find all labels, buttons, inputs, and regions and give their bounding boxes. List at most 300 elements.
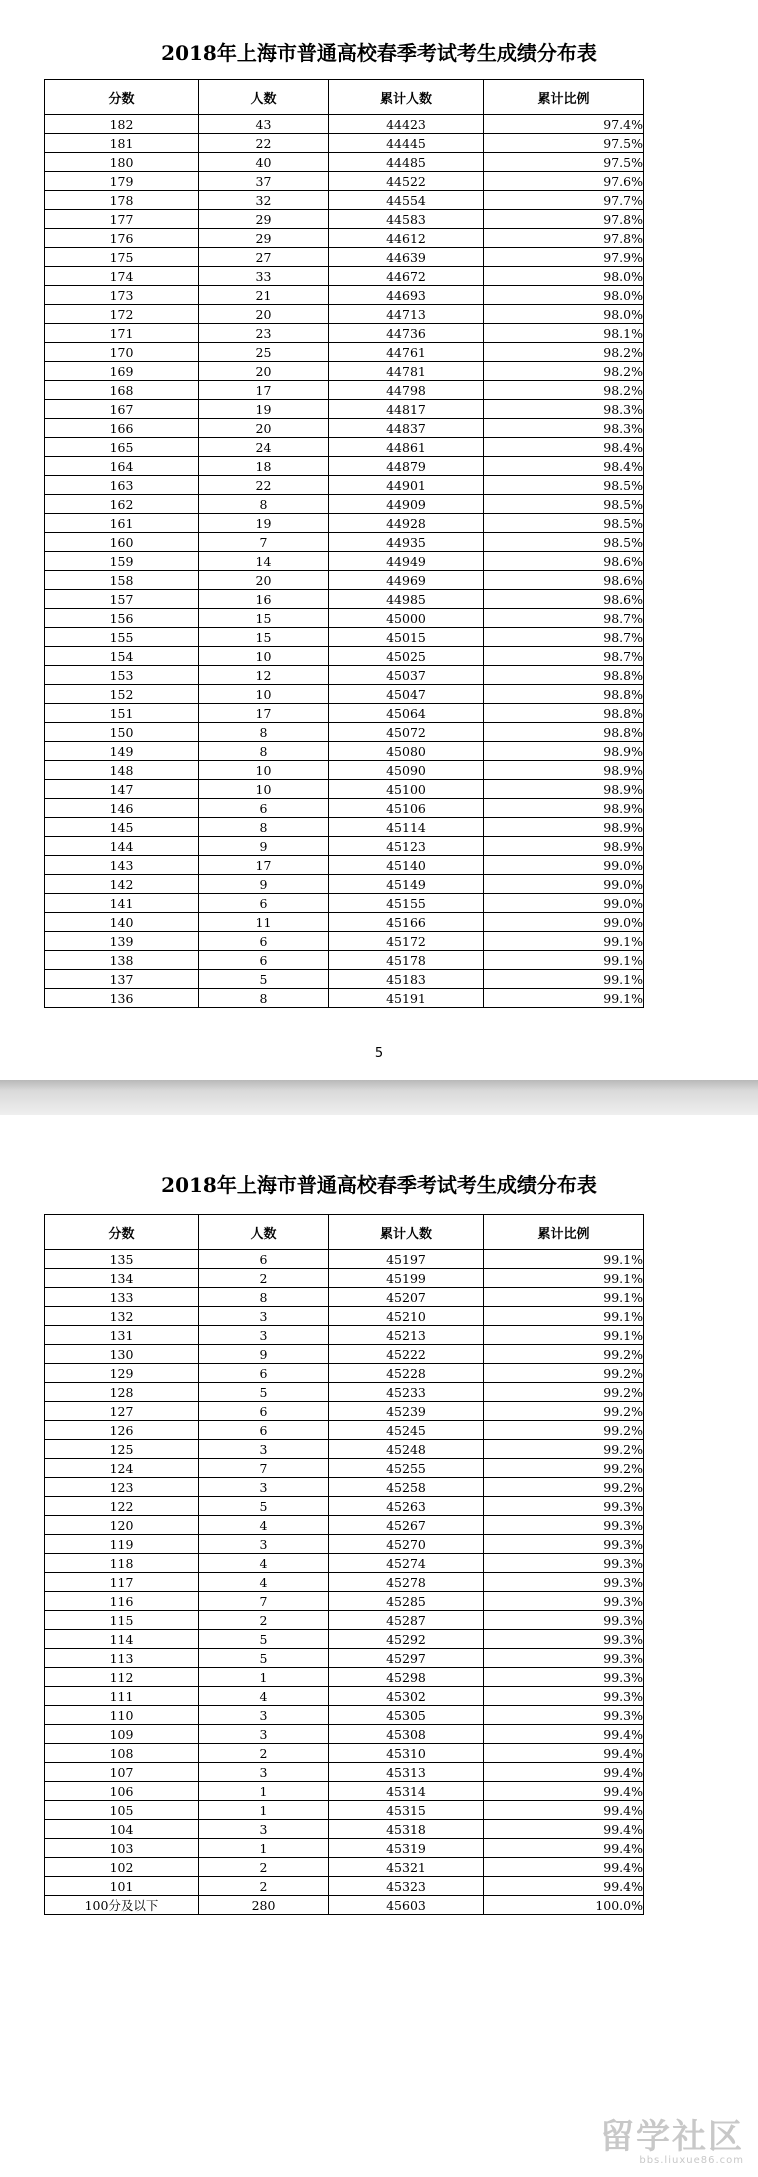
cell-cumulative-count: 45292 <box>329 1630 484 1649</box>
cell-score: 125 <box>45 1440 199 1459</box>
cell-cumulative-count: 45123 <box>329 837 484 856</box>
cell-score: 139 <box>45 932 199 951</box>
cell-cumulative-count: 44445 <box>329 134 484 153</box>
cell-cumulative-ratio: 98.1% <box>484 324 644 343</box>
cell-cumulative-ratio: 99.1% <box>484 951 644 970</box>
cell-cumulative-count: 44901 <box>329 476 484 495</box>
cell-count: 2 <box>199 1858 329 1877</box>
table-row <box>45 856 644 875</box>
cell-cumulative-ratio: 99.4% <box>484 1801 644 1820</box>
cell-cumulative-count: 45106 <box>329 799 484 818</box>
cell-cumulative-count: 45178 <box>329 951 484 970</box>
cell-cumulative-count: 45233 <box>329 1383 484 1402</box>
cell-score: 180 <box>45 153 199 172</box>
table-row <box>45 571 644 590</box>
cell-cumulative-ratio: 99.2% <box>484 1478 644 1497</box>
header-cumulative-ratio: 累计比例 <box>484 80 644 115</box>
score-distribution-table <box>44 1214 644 1915</box>
cell-cumulative-count: 44583 <box>329 210 484 229</box>
cell-score: 154 <box>45 647 199 666</box>
cell-count: 3 <box>199 1535 329 1554</box>
page-title: 2018年上海市普通高校春季考试考生成绩分布表 <box>161 41 597 65</box>
cell-cumulative-ratio: 99.2% <box>484 1440 644 1459</box>
table-row <box>45 1307 644 1326</box>
table-row <box>45 248 644 267</box>
cell-cumulative-ratio: 99.3% <box>484 1630 644 1649</box>
cell-count: 14 <box>199 552 329 571</box>
cell-cumulative-count: 45228 <box>329 1364 484 1383</box>
cell-count: 4 <box>199 1687 329 1706</box>
table-row <box>45 400 644 419</box>
cell-cumulative-ratio: 97.5% <box>484 153 644 172</box>
cell-count: 7 <box>199 533 329 552</box>
cell-cumulative-ratio: 98.9% <box>484 837 644 856</box>
watermark-url: bbs.liuxue86.com <box>639 2155 744 2166</box>
table-row <box>45 362 644 381</box>
cell-cumulative-count: 44817 <box>329 400 484 419</box>
cell-count: 15 <box>199 628 329 647</box>
cell-cumulative-ratio: 99.4% <box>484 1877 644 1896</box>
page-separator <box>0 1080 758 1115</box>
cell-cumulative-count: 45287 <box>329 1611 484 1630</box>
cell-score: 120 <box>45 1516 199 1535</box>
cell-cumulative-ratio: 99.2% <box>484 1383 644 1402</box>
cell-cumulative-ratio: 99.3% <box>484 1611 644 1630</box>
cell-cumulative-count: 45297 <box>329 1649 484 1668</box>
cell-cumulative-ratio: 99.3% <box>484 1535 644 1554</box>
cell-cumulative-count: 45305 <box>329 1706 484 1725</box>
cell-score: 104 <box>45 1820 199 1839</box>
cell-cumulative-ratio: 99.4% <box>484 1820 644 1839</box>
cell-score: 164 <box>45 457 199 476</box>
cell-cumulative-count: 44781 <box>329 362 484 381</box>
cell-count: 10 <box>199 647 329 666</box>
cell-count: 5 <box>199 1649 329 1668</box>
cell-score: 174 <box>45 267 199 286</box>
cell-cumulative-ratio: 99.4% <box>484 1839 644 1858</box>
cell-score: 169 <box>45 362 199 381</box>
cell-cumulative-count: 45258 <box>329 1478 484 1497</box>
cell-cumulative-ratio: 98.2% <box>484 362 644 381</box>
table-row <box>45 1421 644 1440</box>
cell-count: 4 <box>199 1554 329 1573</box>
cell-count: 20 <box>199 305 329 324</box>
table-row <box>45 761 644 780</box>
table-row <box>45 951 644 970</box>
cell-cumulative-ratio: 98.4% <box>484 457 644 476</box>
cell-count: 37 <box>199 172 329 191</box>
cell-score: 116 <box>45 1592 199 1611</box>
cell-cumulative-ratio: 99.3% <box>484 1649 644 1668</box>
table-row <box>45 457 644 476</box>
cell-cumulative-count: 45072 <box>329 723 484 742</box>
table-row <box>45 913 644 932</box>
cell-score: 155 <box>45 628 199 647</box>
cell-cumulative-ratio: 97.5% <box>484 134 644 153</box>
cell-score: 130 <box>45 1345 199 1364</box>
cell-cumulative-ratio: 99.4% <box>484 1744 644 1763</box>
page-number: 5 <box>374 1046 384 1061</box>
table-row <box>45 590 644 609</box>
table-row <box>45 1535 644 1554</box>
table-row <box>45 286 644 305</box>
cell-cumulative-count: 45191 <box>329 989 484 1008</box>
cell-count: 6 <box>199 1402 329 1421</box>
cell-cumulative-ratio: 98.7% <box>484 628 644 647</box>
cell-count: 8 <box>199 818 329 837</box>
cell-count: 6 <box>199 799 329 818</box>
cell-count: 2 <box>199 1744 329 1763</box>
cell-cumulative-ratio: 99.1% <box>484 970 644 989</box>
table-row <box>45 1896 644 1915</box>
cell-cumulative-ratio: 98.6% <box>484 571 644 590</box>
cell-score: 103 <box>45 1839 199 1858</box>
cell-cumulative-ratio: 98.5% <box>484 495 644 514</box>
cell-cumulative-ratio: 100.0% <box>484 1896 644 1915</box>
table-row <box>45 932 644 951</box>
table-row <box>45 1440 644 1459</box>
cell-cumulative-ratio: 97.4% <box>484 115 644 134</box>
table-body <box>45 115 644 1008</box>
cell-count: 25 <box>199 343 329 362</box>
cell-cumulative-ratio: 99.4% <box>484 1725 644 1744</box>
table-row <box>45 628 644 647</box>
cell-score: 109 <box>45 1725 199 1744</box>
cell-cumulative-count: 45263 <box>329 1497 484 1516</box>
cell-count: 4 <box>199 1573 329 1592</box>
cell-cumulative-count: 45319 <box>329 1839 484 1858</box>
cell-cumulative-ratio: 98.2% <box>484 381 644 400</box>
header-cumulative-count: 累计人数 <box>329 80 484 115</box>
table-row <box>45 723 644 742</box>
table-row <box>45 514 644 533</box>
table-row <box>45 1383 644 1402</box>
site-watermark-logo <box>584 2119 744 2169</box>
cell-cumulative-count: 44798 <box>329 381 484 400</box>
cell-score: 138 <box>45 951 199 970</box>
cell-score: 162 <box>45 495 199 514</box>
cell-score: 165 <box>45 438 199 457</box>
cell-score: 146 <box>45 799 199 818</box>
cell-count: 9 <box>199 875 329 894</box>
cell-score: 129 <box>45 1364 199 1383</box>
cell-score: 112 <box>45 1668 199 1687</box>
cell-count: 6 <box>199 1421 329 1440</box>
cell-cumulative-ratio: 99.1% <box>484 989 644 1008</box>
cell-cumulative-count: 45064 <box>329 704 484 723</box>
table-row <box>45 704 644 723</box>
cell-cumulative-count: 45313 <box>329 1763 484 1782</box>
header-cumulative-count: 累计人数 <box>329 1215 484 1250</box>
table-row <box>45 1744 644 1763</box>
cell-count: 5 <box>199 1383 329 1402</box>
cell-cumulative-count: 45270 <box>329 1535 484 1554</box>
table-row <box>45 1668 644 1687</box>
cell-count: 8 <box>199 723 329 742</box>
cell-count: 18 <box>199 457 329 476</box>
cell-cumulative-ratio: 98.2% <box>484 343 644 362</box>
table-row <box>45 495 644 514</box>
cell-cumulative-ratio: 98.6% <box>484 590 644 609</box>
table-row <box>45 438 644 457</box>
cell-cumulative-count: 44693 <box>329 286 484 305</box>
cell-cumulative-ratio: 99.3% <box>484 1497 644 1516</box>
cell-cumulative-ratio: 98.6% <box>484 552 644 571</box>
cell-count: 6 <box>199 932 329 951</box>
cell-score: 145 <box>45 818 199 837</box>
table-row <box>45 533 644 552</box>
cell-cumulative-ratio: 97.6% <box>484 172 644 191</box>
cell-cumulative-ratio: 98.5% <box>484 533 644 552</box>
table-row <box>45 894 644 913</box>
cell-score: 144 <box>45 837 199 856</box>
cell-cumulative-count: 45314 <box>329 1782 484 1801</box>
cell-count: 22 <box>199 134 329 153</box>
cell-cumulative-count: 45321 <box>329 1858 484 1877</box>
cell-score: 179 <box>45 172 199 191</box>
table-row <box>45 837 644 856</box>
cell-cumulative-count: 45047 <box>329 685 484 704</box>
cell-score: 137 <box>45 970 199 989</box>
cell-cumulative-ratio: 97.7% <box>484 191 644 210</box>
table-row <box>45 134 644 153</box>
cell-count: 33 <box>199 267 329 286</box>
cell-count: 22 <box>199 476 329 495</box>
cell-cumulative-ratio: 98.0% <box>484 267 644 286</box>
header-score: 分数 <box>45 1215 199 1250</box>
cell-cumulative-ratio: 99.3% <box>484 1592 644 1611</box>
cell-count: 17 <box>199 704 329 723</box>
table-row <box>45 799 644 818</box>
table-row <box>45 267 644 286</box>
table-row <box>45 1554 644 1573</box>
table-row <box>45 1820 644 1839</box>
table-row <box>45 1345 644 1364</box>
header-count: 人数 <box>199 1215 329 1250</box>
cell-count: 5 <box>199 1497 329 1516</box>
cell-count: 3 <box>199 1478 329 1497</box>
cell-score: 117 <box>45 1573 199 1592</box>
cell-cumulative-ratio: 98.5% <box>484 514 644 533</box>
table-header-row <box>45 80 644 115</box>
cell-count: 32 <box>199 191 329 210</box>
table-row <box>45 1592 644 1611</box>
cell-cumulative-ratio: 98.8% <box>484 723 644 742</box>
cell-cumulative-ratio: 98.3% <box>484 400 644 419</box>
cell-count: 3 <box>199 1326 329 1345</box>
cell-cumulative-count: 45245 <box>329 1421 484 1440</box>
cell-cumulative-ratio: 99.3% <box>484 1573 644 1592</box>
table-row <box>45 1801 644 1820</box>
cell-score: 126 <box>45 1421 199 1440</box>
table-row <box>45 1858 644 1877</box>
cell-cumulative-count: 44612 <box>329 229 484 248</box>
cell-score: 157 <box>45 590 199 609</box>
cell-score: 176 <box>45 229 199 248</box>
cell-cumulative-count: 45090 <box>329 761 484 780</box>
cell-count: 16 <box>199 590 329 609</box>
cell-cumulative-ratio: 98.9% <box>484 761 644 780</box>
cell-cumulative-count: 45318 <box>329 1820 484 1839</box>
table-row <box>45 1611 644 1630</box>
cell-count: 19 <box>199 400 329 419</box>
cell-score: 177 <box>45 210 199 229</box>
cell-count: 1 <box>199 1801 329 1820</box>
cell-cumulative-count: 44879 <box>329 457 484 476</box>
cell-cumulative-ratio: 99.3% <box>484 1668 644 1687</box>
cell-count: 10 <box>199 761 329 780</box>
cell-cumulative-ratio: 98.8% <box>484 666 644 685</box>
cell-cumulative-count: 45267 <box>329 1516 484 1535</box>
cell-score: 143 <box>45 856 199 875</box>
cell-cumulative-count: 44949 <box>329 552 484 571</box>
cell-score: 167 <box>45 400 199 419</box>
table-row <box>45 989 644 1008</box>
cell-cumulative-count: 44928 <box>329 514 484 533</box>
cell-cumulative-count: 44837 <box>329 419 484 438</box>
cell-score: 149 <box>45 742 199 761</box>
cell-cumulative-count: 45149 <box>329 875 484 894</box>
cell-cumulative-count: 45285 <box>329 1592 484 1611</box>
cell-count: 6 <box>199 1364 329 1383</box>
cell-cumulative-count: 45248 <box>329 1440 484 1459</box>
cell-cumulative-count: 45308 <box>329 1725 484 1744</box>
table-row <box>45 1516 644 1535</box>
cell-score: 172 <box>45 305 199 324</box>
cell-cumulative-ratio: 99.2% <box>484 1345 644 1364</box>
cell-count: 2 <box>199 1269 329 1288</box>
table-row <box>45 229 644 248</box>
cell-score: 175 <box>45 248 199 267</box>
cell-cumulative-count: 44639 <box>329 248 484 267</box>
cell-score: 147 <box>45 780 199 799</box>
table-row <box>45 1782 644 1801</box>
cell-score: 166 <box>45 419 199 438</box>
cell-count: 3 <box>199 1440 329 1459</box>
table-row <box>45 172 644 191</box>
cell-cumulative-count: 45015 <box>329 628 484 647</box>
cell-score: 142 <box>45 875 199 894</box>
cell-cumulative-ratio: 98.0% <box>484 286 644 305</box>
cell-cumulative-count: 45100 <box>329 780 484 799</box>
cell-cumulative-ratio: 99.4% <box>484 1763 644 1782</box>
cell-cumulative-ratio: 98.0% <box>484 305 644 324</box>
table-row <box>45 970 644 989</box>
cell-score: 161 <box>45 514 199 533</box>
cell-cumulative-ratio: 99.2% <box>484 1421 644 1440</box>
cell-cumulative-count: 45274 <box>329 1554 484 1573</box>
cell-cumulative-ratio: 98.4% <box>484 438 644 457</box>
table-row <box>45 1630 644 1649</box>
cell-count: 3 <box>199 1706 329 1725</box>
cell-cumulative-count: 44861 <box>329 438 484 457</box>
cell-cumulative-ratio: 98.9% <box>484 780 644 799</box>
cell-score: 118 <box>45 1554 199 1573</box>
table-row <box>45 742 644 761</box>
cell-cumulative-count: 45210 <box>329 1307 484 1326</box>
cell-count: 6 <box>199 894 329 913</box>
cell-cumulative-ratio: 99.1% <box>484 1288 644 1307</box>
table-row <box>45 1269 644 1288</box>
table-row <box>45 1687 644 1706</box>
table-body <box>45 1250 644 1915</box>
cell-cumulative-ratio: 99.1% <box>484 1269 644 1288</box>
cell-count: 27 <box>199 248 329 267</box>
cell-score: 106 <box>45 1782 199 1801</box>
cell-score: 122 <box>45 1497 199 1516</box>
cell-cumulative-count: 45315 <box>329 1801 484 1820</box>
cell-score: 168 <box>45 381 199 400</box>
table-row <box>45 191 644 210</box>
cell-cumulative-count: 44672 <box>329 267 484 286</box>
cell-cumulative-ratio: 97.8% <box>484 210 644 229</box>
cell-count: 29 <box>199 229 329 248</box>
cell-cumulative-count: 45302 <box>329 1687 484 1706</box>
table-row <box>45 1497 644 1516</box>
cell-score: 150 <box>45 723 199 742</box>
table-row <box>45 1839 644 1858</box>
cell-score: 173 <box>45 286 199 305</box>
cell-cumulative-count: 44485 <box>329 153 484 172</box>
table-row <box>45 1326 644 1345</box>
cell-count: 17 <box>199 381 329 400</box>
cell-count: 20 <box>199 571 329 590</box>
cell-count: 11 <box>199 913 329 932</box>
cell-count: 23 <box>199 324 329 343</box>
cell-count: 4 <box>199 1516 329 1535</box>
page-title: 2018年上海市普通高校春季考试考生成绩分布表 <box>161 1173 597 1197</box>
cell-cumulative-ratio: 99.3% <box>484 1516 644 1535</box>
cell-cumulative-count: 45172 <box>329 932 484 951</box>
cell-cumulative-count: 44522 <box>329 172 484 191</box>
table-row <box>45 153 644 172</box>
cell-count: 10 <box>199 780 329 799</box>
cell-cumulative-ratio: 97.9% <box>484 248 644 267</box>
cell-cumulative-ratio: 98.8% <box>484 685 644 704</box>
table-row <box>45 210 644 229</box>
cell-cumulative-count: 45114 <box>329 818 484 837</box>
cell-cumulative-count: 45213 <box>329 1326 484 1345</box>
cell-score: 136 <box>45 989 199 1008</box>
cell-cumulative-count: 45183 <box>329 970 484 989</box>
table-row <box>45 1763 644 1782</box>
cell-count: 5 <box>199 1630 329 1649</box>
cell-count: 20 <box>199 419 329 438</box>
cell-cumulative-ratio: 97.8% <box>484 229 644 248</box>
cell-count: 9 <box>199 837 329 856</box>
cell-cumulative-ratio: 99.0% <box>484 913 644 932</box>
cell-score: 111 <box>45 1687 199 1706</box>
cell-cumulative-count: 45166 <box>329 913 484 932</box>
table-row <box>45 381 644 400</box>
table-row <box>45 1725 644 1744</box>
table-row <box>45 1877 644 1896</box>
cell-cumulative-count: 45278 <box>329 1573 484 1592</box>
cell-count: 5 <box>199 970 329 989</box>
table-row <box>45 1706 644 1725</box>
cell-cumulative-ratio: 99.1% <box>484 1326 644 1345</box>
cell-count: 6 <box>199 1250 329 1269</box>
cell-cumulative-count: 45310 <box>329 1744 484 1763</box>
cell-cumulative-ratio: 98.3% <box>484 419 644 438</box>
table-row <box>45 419 644 438</box>
cell-cumulative-ratio: 99.1% <box>484 1250 644 1269</box>
cell-score: 171 <box>45 324 199 343</box>
table-row <box>45 666 644 685</box>
table-header-row <box>45 1215 644 1250</box>
cell-cumulative-ratio: 99.0% <box>484 875 644 894</box>
header-cumulative-ratio: 累计比例 <box>484 1215 644 1250</box>
